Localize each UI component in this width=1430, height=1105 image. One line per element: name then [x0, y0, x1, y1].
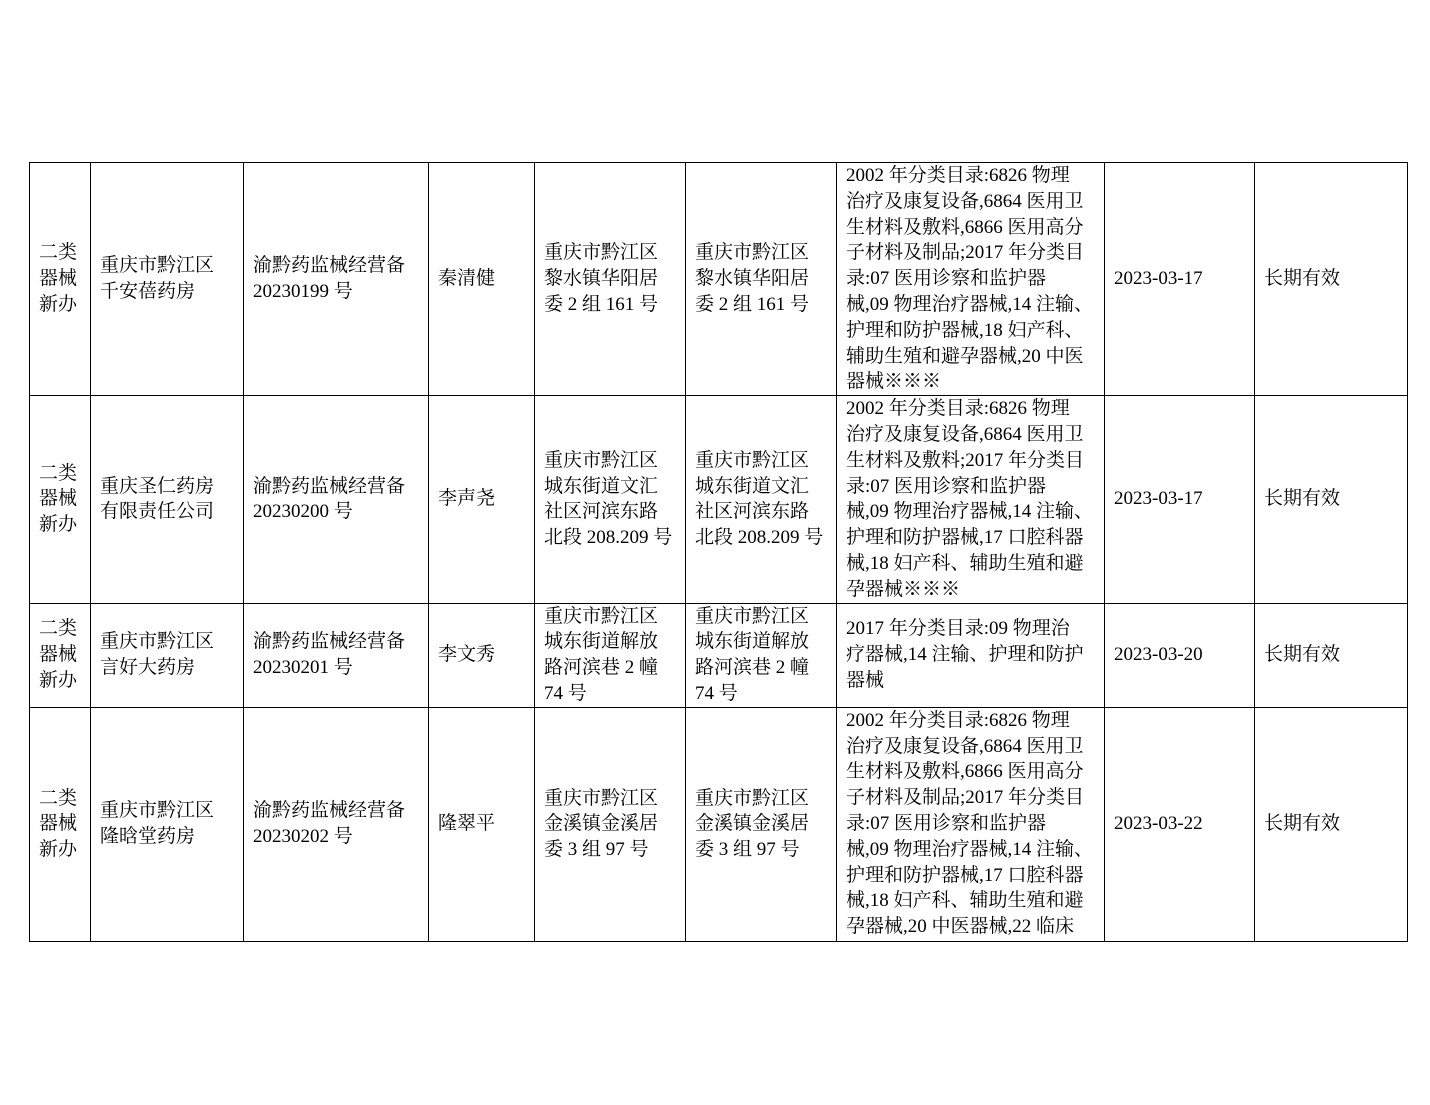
cell-validity: 长期有效: [1255, 603, 1408, 707]
cell-date: 2023-03-20: [1105, 603, 1255, 707]
cell-type: 二类 器械 新办: [30, 707, 91, 941]
cell-company-name: 重庆市黔江区 隆晗堂药房: [91, 707, 244, 941]
cell-address: 重庆市黔江区 黎水镇华阳居 委 2 组 161 号: [535, 163, 686, 396]
cell-company-name: 重庆圣仁药房 有限责任公司: [91, 396, 244, 603]
cell-responsible-person: 隆翠平: [429, 707, 535, 941]
cell-company-name: 重庆市黔江区 千安蓓药房: [91, 163, 244, 396]
cell-validity: 长期有效: [1255, 396, 1408, 603]
cell-company-name: 重庆市黔江区 言好大药房: [91, 603, 244, 707]
cell-business-scope: 2002 年分类目录:6826 物理 治疗及康复设备,6864 医用卫 生材料及敷料;2017 年分类目 录:07 医用诊察和监护器 械,09 物理治疗器械,14 注输、 护理和防护器械,17 口腔科器 械,18 妇产科、辅助生殖和避 孕器械※※※: [837, 396, 1105, 603]
table-row: [30, 603, 1408, 707]
cell-permit-number: 渝黔药监械经营备 20230199 号: [244, 163, 429, 396]
cell-address: 重庆市黔江区 城东街道文汇 社区河滨东路 北段 208.209 号: [535, 396, 686, 603]
cell-responsible-person: 秦清健: [429, 163, 535, 396]
cell-business-scope: 2002 年分类目录:6826 物理 治疗及康复设备,6864 医用卫 生材料及敷料,6866 医用高分 子材料及制品;2017 年分类目 录:07 医用诊察和监护器 械,09 物理治疗器械,14 注输、 护理和防护器械,17 口腔科器 械,18 妇产科、辅助生殖和避 孕器械,20 中医器械,22 临床: [837, 707, 1105, 941]
cell-permit-number: 渝黔药监械经营备 20230202 号: [244, 707, 429, 941]
cell-validity: 长期有效: [1255, 707, 1408, 941]
table-row: [30, 707, 1408, 941]
cell-responsible-person: 李文秀: [429, 603, 535, 707]
cell-premises: 重庆市黔江区 城东街道文汇 社区河滨东路 北段 208.209 号: [686, 396, 837, 603]
cell-validity: 长期有效: [1255, 163, 1408, 396]
cell-responsible-person: 李声尧: [429, 396, 535, 603]
cell-business-scope: 2017 年分类目录:09 物理治 疗器械,14 注输、护理和防护 器械: [837, 603, 1105, 707]
cell-date: 2023-03-17: [1105, 163, 1255, 396]
cell-address: 重庆市黔江区 城东街道解放 路河滨巷 2 幢 74 号: [535, 603, 686, 707]
cell-date: 2023-03-17: [1105, 396, 1255, 603]
records-table: [29, 162, 1408, 942]
cell-business-scope: 2002 年分类目录:6826 物理 治疗及康复设备,6864 医用卫 生材料及敷料,6866 医用高分 子材料及制品;2017 年分类目 录:07 医用诊察和监护器 械,09 物理治疗器械,14 注输、 护理和防护器械,18 妇产科、 辅助生殖和避孕器械,20 中医 器械※※※: [837, 163, 1105, 396]
table-row: [30, 396, 1408, 603]
cell-type: 二类 器械 新办: [30, 396, 91, 603]
cell-type: 二类 器械 新办: [30, 603, 91, 707]
table-row: [30, 163, 1408, 396]
cell-address: 重庆市黔江区 金溪镇金溪居 委 3 组 97 号: [535, 707, 686, 941]
cell-premises: 重庆市黔江区 黎水镇华阳居 委 2 组 161 号: [686, 163, 837, 396]
cell-premises: 重庆市黔江区 城东街道解放 路河滨巷 2 幢 74 号: [686, 603, 837, 707]
cell-premises: 重庆市黔江区 金溪镇金溪居 委 3 组 97 号: [686, 707, 837, 941]
cell-permit-number: 渝黔药监械经营备 20230200 号: [244, 396, 429, 603]
cell-date: 2023-03-22: [1105, 707, 1255, 941]
cell-type: 二类 器械 新办: [30, 163, 91, 396]
cell-permit-number: 渝黔药监械经营备 20230201 号: [244, 603, 429, 707]
